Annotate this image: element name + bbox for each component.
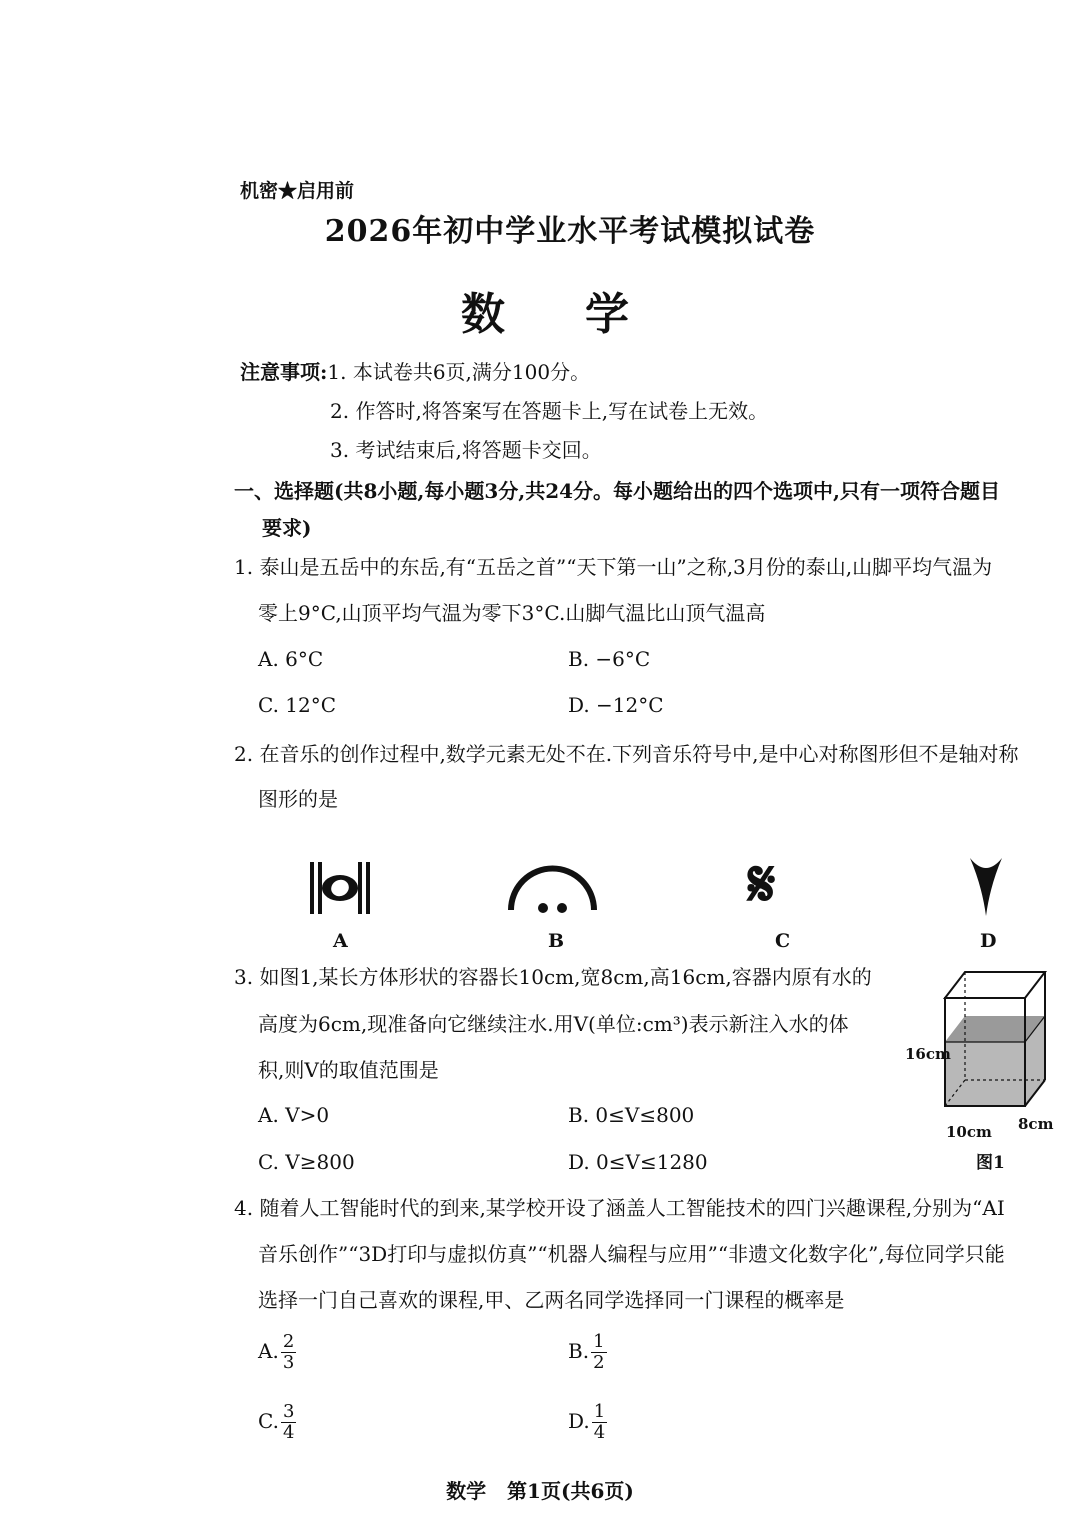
notes-item-2: 2. 作答时,将答案写在答题卡上,写在试卷上无效。 — [330, 399, 769, 423]
notes-item-1: 注意事项:1. 本试卷共6页,满分100分。 — [240, 360, 591, 384]
q1-option-d: D. −12°C — [568, 693, 664, 717]
q3-option-a: A. V>0 — [258, 1103, 330, 1127]
figure-1-width-label: 8cm — [1018, 1115, 1054, 1133]
section-1-heading: 一、选择题(共8小题,每小题3分,共24分。每小题给出的四个选项中,只有一项符合题目 — [234, 479, 1001, 503]
q3-option-d: D. 0≤V≤1280 — [568, 1150, 708, 1174]
notes-item-3: 3. 考试结束后,将答题卡交回。 — [330, 438, 602, 462]
q4-option-c: C. $\frac{3}{4}$ — [258, 1401, 295, 1443]
question-3-text-cont2: 积,则V的取值范围是 — [258, 1058, 439, 1082]
music-symbol-c-icon: 𝄋 — [748, 848, 776, 922]
music-symbol-a-icon — [300, 858, 380, 918]
question-1-text-cont: 零上9°C,山顶平均气温为零下3°C.山脚气温比山顶气温高 — [258, 601, 766, 625]
question-2-text-cont: 图形的是 — [258, 787, 338, 811]
q4-option-a: A. $\frac{2}{3}$ — [258, 1331, 295, 1373]
q3-option-b: B. 0≤V≤800 — [568, 1103, 695, 1127]
q2-label-a: A — [333, 930, 348, 952]
q4-option-b: B. $\frac{1}{2}$ — [568, 1331, 605, 1373]
page-footer: 数学 第1页(共6页) — [446, 1479, 634, 1503]
question-3-text: 3. 如图1,某长方体形状的容器长10cm,宽8cm,高16cm,容器内原有水的 — [234, 965, 872, 989]
question-1-text: 1. 泰山是五岳中的东岳,有“五岳之首”“天下第一山”之称,3月份的泰山,山脚平均气温为 — [234, 555, 993, 579]
q2-label-d: D — [980, 930, 997, 952]
music-symbol-d-icon — [968, 856, 1004, 918]
q3-option-c: C. V≥800 — [258, 1150, 355, 1174]
question-4-text: 4. 随着人工智能时代的到来,某学校开设了涵盖人工智能技术的四门兴趣课程,分别为“AI — [234, 1196, 1005, 1220]
q1-option-b: B. −6°C — [568, 647, 651, 671]
figure-1-caption: 图1 — [976, 1153, 1005, 1173]
figure-1-height-label: 16cm — [905, 1045, 951, 1063]
exam-title: 2026年初中学业水平考试模拟试卷 — [324, 214, 816, 249]
confidential-label: 机密★启用前 — [240, 180, 355, 202]
q2-label-b: B — [548, 930, 565, 952]
question-2-text: 2. 在音乐的创作过程中,数学元素无处不在.下列音乐符号中,是中心对称图形但不是轴对称 — [234, 742, 1019, 766]
q4-option-d: D. $\frac{1}{4}$ — [568, 1401, 606, 1443]
q2-label-c: C — [775, 930, 791, 952]
section-1-heading-cont: 要求) — [262, 516, 312, 540]
subject-title: 数学 — [461, 289, 709, 340]
question-4-text-cont: 音乐创作”“3D打印与虚拟仿真”“机器人编程与应用”“非遗文化数字化”,每位同学只能 — [258, 1242, 1005, 1266]
music-symbol-b-icon — [505, 858, 600, 918]
question-3-text-cont: 高度为6cm,现准备向它继续注水.用V(单位:cm³)表示新注入水的体 — [258, 1012, 849, 1036]
question-4-text-cont2: 选择一门自己喜欢的课程,甲、乙两名同学选择同一门课程的概率是 — [258, 1288, 845, 1312]
figure-1-length-label: 10cm — [946, 1123, 992, 1141]
q1-option-c: C. 12°C — [258, 693, 337, 717]
q1-option-a: A. 6°C — [258, 647, 324, 671]
